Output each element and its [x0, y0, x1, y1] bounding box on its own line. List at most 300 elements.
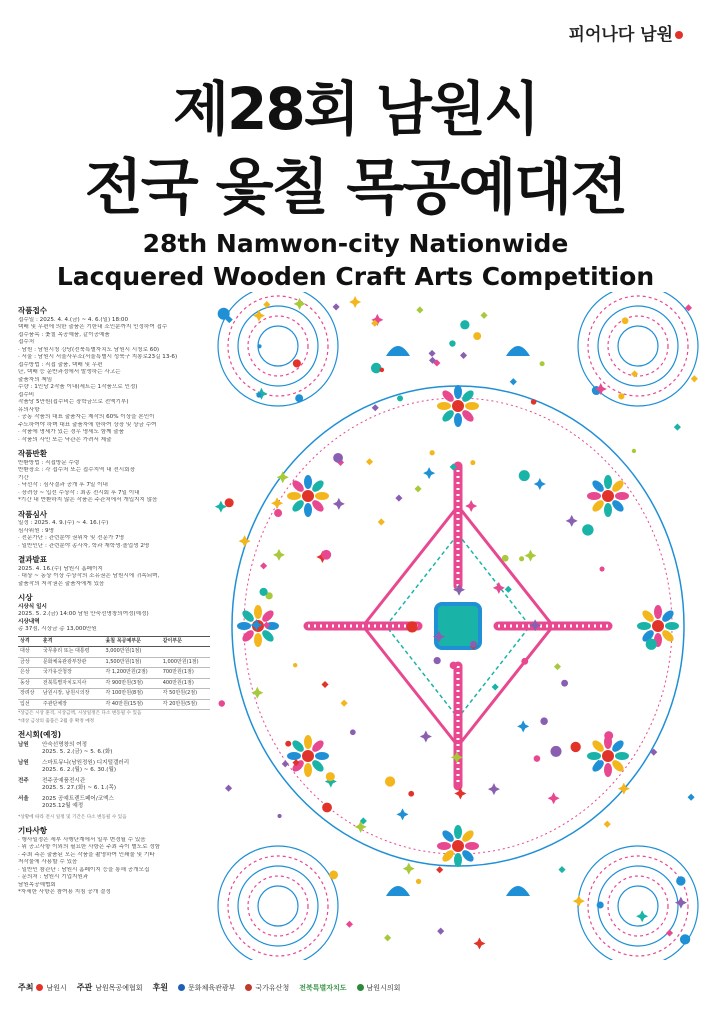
ornament-star	[573, 895, 585, 907]
petal	[460, 848, 476, 864]
ornament-dot	[632, 449, 636, 453]
ornament-star	[534, 478, 546, 490]
other-line: · 위 공고사항 이외의 필요한 사항은 주최 측이 별도로 정함	[18, 844, 161, 850]
other-line: · 문의처 : 남원시 기업지원과	[18, 874, 89, 880]
prize-table-cell: 입선	[18, 699, 41, 710]
ornament-diamond	[341, 700, 348, 707]
return-heading: 작품반환	[18, 449, 47, 458]
petal	[440, 848, 456, 864]
petal	[304, 475, 312, 489]
ornament-star	[251, 687, 263, 699]
petal	[304, 503, 312, 517]
ornament-dot	[473, 332, 481, 340]
petal	[610, 478, 626, 494]
receipt-line: · 공동 작품의 대표 출품자는 제작의 60% 이상을 본인이	[18, 414, 155, 420]
ornament-dot	[534, 755, 541, 762]
ornament-dot	[256, 393, 261, 398]
petal	[610, 738, 626, 754]
exhibition-note: *상황에 따라 전시 일정 및 기간은 다소 변동될 수 있음	[18, 814, 127, 820]
receipt-heading: 작품접수	[18, 306, 47, 315]
ornament-dot	[540, 717, 548, 725]
judging-line: · 전문가단 : 관련분야 권위자 및 전문가 7명	[18, 535, 125, 541]
ornament-dot	[680, 934, 690, 944]
exhibition-venue: 전주공예품전시관	[42, 777, 86, 784]
prize-table-cell: 700만원(1점)	[161, 668, 210, 679]
exhibition-city: 남원	[18, 741, 29, 748]
receipt-line: 접수품목 : 옻칠 목공예품, 같이공예품	[18, 331, 110, 338]
ornament-dot	[322, 803, 332, 813]
results-lines	[18, 566, 218, 589]
receipt-line: · 서울 : 남원시 서울사무소(서울특별시 성북구 지봉로23길 13-6)	[18, 354, 178, 360]
petal	[290, 498, 306, 514]
other-lines	[18, 837, 218, 897]
ornament-diamond	[437, 928, 444, 935]
corner-fan-arc	[218, 292, 338, 406]
lantern-icon	[506, 346, 530, 356]
ornament-diamond	[688, 794, 695, 801]
sponsor-label: 후원	[152, 983, 169, 992]
exhibition-date: 2025. 5. 27.(화) ~ 6. 1.(목)	[42, 785, 117, 791]
ornament-dot	[350, 729, 356, 735]
prize-table-cell	[161, 647, 210, 658]
corner-fan-arc	[238, 306, 318, 386]
prize-table-cell: 400만원(1점)	[161, 678, 210, 689]
prize-table-cell: 각 50만원(2점)	[161, 689, 210, 700]
ornament-diamond	[691, 375, 698, 382]
lantern-icon	[506, 886, 530, 896]
ornament-dot	[326, 772, 335, 781]
prize-table-cell: 국무총리 또는 대통령	[41, 647, 104, 658]
petal	[304, 763, 312, 777]
lantern-icon	[386, 346, 410, 356]
other-line: · 일반인 참관단 : 남원시 홈페이지 등을 통해 공개모집	[18, 866, 150, 873]
ornament-diamond	[505, 586, 512, 593]
ornament-dot	[295, 394, 303, 402]
petal	[437, 842, 451, 850]
ornament-dot	[531, 399, 537, 405]
brand-slogan: 피어나다 남원	[569, 20, 683, 45]
prize-table-cell: 동상	[18, 678, 41, 689]
petal	[610, 498, 626, 514]
petal	[460, 408, 476, 424]
prize-table	[18, 636, 210, 711]
petal	[587, 752, 601, 760]
petal	[465, 842, 479, 850]
ornament-dot	[618, 393, 624, 399]
petal	[604, 475, 612, 489]
ornament-diamond	[436, 866, 443, 873]
ceremony-label: 시상식 일시	[18, 603, 47, 610]
ornament-dot	[540, 361, 545, 366]
other-line: 남원목공예협회	[18, 881, 56, 888]
ornament-dot	[225, 498, 234, 507]
results-line: · 대상 ~ 동상 이상 수상작의 소유권은 남원시에 귀속되며,	[18, 573, 160, 579]
ornament-dot	[333, 453, 343, 463]
prize-table-header: 훈격	[41, 636, 104, 647]
ornament-dot	[380, 368, 385, 373]
exhibition-venue: 2025 공예트렌드페어/코엑스	[42, 795, 114, 802]
petal	[454, 385, 462, 399]
prize-table-cell: 각 40만원(15점)	[103, 699, 160, 710]
ornament-dot	[416, 879, 421, 884]
receipt-line: 접수처	[18, 339, 35, 345]
petal	[315, 492, 329, 500]
petal	[254, 633, 262, 647]
host-name: 남원시	[46, 983, 67, 992]
ornament-diamond	[378, 518, 385, 525]
ornament-dot	[293, 359, 301, 367]
ornament-star	[420, 731, 432, 743]
petal	[454, 413, 462, 427]
petal	[290, 738, 306, 754]
ornament-star	[566, 515, 578, 527]
ornament-dot	[406, 621, 417, 632]
receipt-line: 출품자의 책임	[18, 376, 53, 383]
corner-fan-arc	[608, 876, 668, 936]
prize-table-cell: 3,000만원(1점)	[103, 647, 160, 658]
ornament-diamond	[429, 350, 436, 357]
medallion-center	[302, 750, 314, 762]
ornament-dot	[600, 567, 605, 572]
ornament-diamond	[415, 485, 422, 492]
receipt-line: 접수방법 : 직접 출품, 택배 및 우편	[18, 361, 103, 368]
heritage-logo-icon	[245, 984, 252, 991]
petal	[440, 408, 456, 424]
ornament-dot	[470, 460, 475, 465]
receipt-line: 접수일 : 2025. 4. 4.(금) ~ 4. 6.(일) 18:00	[18, 316, 129, 323]
ornament-star	[488, 783, 500, 795]
ornament-dot	[622, 317, 629, 324]
ornament-dot	[274, 509, 282, 517]
results-line: 출품작의 저작권은 출품자에게 있음	[18, 580, 105, 587]
petal	[590, 738, 606, 754]
ornament-diamond	[558, 866, 565, 873]
prize-table-row	[18, 689, 210, 700]
other-line: *자세한 사항은 참여용 지침 공개 결정	[18, 889, 111, 895]
corner-fan-arc	[258, 886, 298, 926]
other-line: · 행사일정은 세부 사행단계에서 일부 변경될 수 있음	[18, 836, 146, 843]
ornament-dot	[434, 657, 441, 664]
ornament-diamond	[674, 424, 681, 431]
organizer-label: 주관	[76, 983, 93, 992]
return-line: 반환방법 : 직접방문 수령	[18, 459, 80, 466]
ornament-diamond	[282, 760, 289, 767]
flower-icon	[675, 31, 683, 39]
petal	[260, 628, 276, 644]
corner-fan-arc	[618, 886, 658, 926]
awards-heading: 시상	[18, 593, 33, 602]
prize-table-row	[18, 657, 210, 668]
ornament-dot	[257, 344, 261, 348]
corner-fan-arc	[608, 316, 668, 376]
exhibition-item	[18, 760, 218, 775]
info-panel	[18, 301, 218, 897]
ornament-star	[403, 863, 415, 875]
receipt-line: 택배 및 우편에 의한 출품은 기한내 소인분까지 인정하여 접수	[18, 324, 168, 330]
petal	[604, 503, 612, 517]
ornament-diamond	[481, 312, 488, 319]
medallion-center	[652, 620, 664, 632]
government-logo-icon	[178, 984, 185, 991]
results-line: 2025. 4. 16.(수) 남원시 홈페이지	[18, 565, 103, 572]
petal	[660, 608, 676, 624]
prize-table-cell: 금상	[18, 657, 41, 668]
receipt-line: 유의사항	[18, 406, 40, 413]
corner-fan-arc	[228, 856, 328, 956]
prize-table-header: 같이부문	[161, 636, 210, 647]
return-line: · 낙선작 : 심사결과 공개 후 7일 이내	[18, 482, 108, 488]
ornament-star	[333, 498, 345, 510]
exhibition-date: 2025. 6. 2.(월) ~ 6. 30.(월)	[42, 767, 117, 773]
corner-fan-arc	[228, 296, 328, 396]
receipt-line: 수량 : 1인당 2작품 이내(세트는 1작품으로 인정)	[18, 384, 138, 390]
prize-table-cell: 1,000만원(1점)	[161, 657, 210, 668]
petal	[665, 622, 679, 630]
ceremony-text: 2025. 5. 2.(금) 14:00 남원 안숙선명창의여정(예정)	[18, 611, 149, 617]
petal	[465, 402, 479, 410]
exhibition-list	[18, 742, 218, 811]
ornament-diamond	[372, 404, 379, 411]
ornament-dot	[397, 395, 403, 401]
ornament-diamond	[395, 495, 402, 502]
petal	[660, 628, 676, 644]
return-line: 반환장소 : 각 접수처 또는 접수지역 내 전시회장	[18, 467, 135, 473]
prize-table-cell: 국가유산청장	[41, 668, 104, 679]
petal	[237, 622, 251, 630]
ornament-diamond	[604, 821, 611, 828]
exhibition-date: 2025. 5. 2.(금) ~ 5. 6.(화)	[42, 749, 113, 755]
exhibition-item	[18, 778, 218, 793]
ornament-diamond	[346, 921, 353, 928]
award-note-line: *상금은 시상 훈격, 시상금액, 시상일정은 다소 변동될 수 있음	[18, 711, 142, 716]
ornament-dot	[430, 450, 435, 455]
ornament-dot	[219, 700, 225, 706]
prize-table-row	[18, 699, 210, 710]
ornament-dot	[561, 680, 568, 687]
award-notes	[18, 710, 218, 725]
other-line: 저작물에 사용할 수 있음	[18, 859, 78, 865]
ornament-star	[423, 467, 435, 479]
ornament-diamond	[333, 303, 340, 310]
sponsor-3: 남원시의회	[366, 983, 401, 992]
medallion-center	[452, 400, 464, 412]
ornament-star	[253, 310, 265, 322]
judging-line: 일정 : 2025. 4. 9.(수) ~ 4. 16.(수)	[18, 520, 109, 526]
prize-table-row	[18, 647, 210, 658]
corner-fan-arc	[258, 326, 298, 366]
ornament-diamond	[321, 681, 328, 688]
prize-table-cell: 각 900만원(3점)	[103, 678, 160, 689]
judging-lines	[18, 520, 218, 550]
medallion-center	[302, 490, 314, 502]
petal	[440, 828, 456, 844]
prize-table-header: 상격	[18, 636, 41, 647]
results-heading: 결과발표	[18, 555, 47, 564]
ornament-diamond	[384, 934, 391, 941]
receipt-line: · 작품의 사인 또는 낙관은 가려서 제출	[18, 436, 112, 443]
receipt-lines	[18, 317, 218, 445]
receipt-line: · 작품에 명세가 있는 경우 명세도 함께 출품	[18, 429, 125, 435]
ornament-dot	[385, 776, 395, 786]
petal	[304, 735, 312, 749]
petal	[640, 608, 656, 624]
receipt-line: 주도하여야 하며 대표 출품자에 한하여 상장 및 상금 수여	[18, 421, 157, 428]
prize-table-header: 옻칠 목공예부문	[103, 636, 160, 647]
return-line: *기간 내 반환하지 않은 작품은 주관처에서 개입지지 않음	[18, 497, 158, 503]
exhibition-city: 전주	[18, 777, 29, 784]
corner-fan-arc	[248, 316, 308, 376]
lantern-icon	[386, 886, 410, 896]
prize-table-cell: 장려상	[18, 689, 41, 700]
petal	[454, 825, 462, 839]
ornament-star	[271, 497, 283, 509]
ornament-dot	[277, 814, 281, 818]
receipt-line: · 남원 : 남원시청 강당(전북특별자치도 남원시 시청로 60)	[18, 346, 160, 353]
ornament-diamond	[416, 306, 423, 313]
award-details-label: 시상내역	[18, 618, 40, 625]
ornament-star	[525, 550, 537, 562]
petal	[615, 752, 629, 760]
sponsor-0: 문화체육관광부	[188, 983, 236, 992]
ornament-dot	[329, 871, 338, 880]
ornament-dot	[604, 731, 613, 740]
corner-fan-arc	[218, 846, 338, 960]
title-korean-line2: 전국 옻칠 목공예대전	[84, 153, 627, 223]
petal	[287, 492, 301, 500]
ornament-star	[273, 549, 285, 561]
ornament-star	[548, 792, 560, 804]
ornament-dot	[519, 556, 524, 561]
prize-table-row	[18, 668, 210, 679]
ornament-diamond	[260, 562, 267, 569]
return-line: · 장려상 ~ 입선 수상작 : 최종 전시회 후 7일 이내	[18, 489, 140, 496]
sponsor-1: 국가유산청	[255, 983, 290, 992]
decorative-lacquer-pattern	[210, 292, 706, 960]
prize-table-cell: 각 1,200만원(2점)	[103, 668, 160, 679]
sponsor-2: 전북특별자치도	[299, 983, 347, 992]
ornament-dot	[502, 555, 509, 562]
council-logo-icon	[357, 984, 364, 991]
petal	[587, 492, 601, 500]
corner-fan-arc	[238, 866, 318, 946]
ornament-dot	[521, 658, 528, 665]
corner-fan-arc	[598, 866, 678, 946]
footer	[18, 982, 698, 993]
petal	[637, 622, 651, 630]
ornament-star	[517, 720, 529, 732]
petal	[310, 738, 326, 754]
prize-table-cell: 각 20만원(5점)	[161, 699, 210, 710]
corner-fan-arc	[618, 326, 658, 366]
petal	[290, 758, 306, 774]
exhibition-item	[18, 796, 218, 811]
petal	[240, 608, 256, 624]
medallion-center	[452, 840, 464, 852]
host-label: 주최	[18, 983, 34, 992]
other-heading: 기타사항	[18, 826, 47, 835]
petal	[590, 498, 606, 514]
exhibition-venue: 안숙선명창의 여정	[42, 741, 88, 748]
ornament-diamond	[666, 929, 673, 936]
judging-line: 심사위원 : 9명	[18, 527, 55, 534]
ornament-diamond	[460, 352, 467, 359]
organizer-name: 남원목공예협회	[95, 983, 143, 992]
medallion-center	[602, 750, 614, 762]
petal	[437, 402, 451, 410]
prize-table-cell: 은상	[18, 668, 41, 679]
receipt-line: 접수비	[18, 391, 35, 398]
petal	[310, 758, 326, 774]
other-line: · 주최 측은 출품된 모든 작품을 촬영하여 인쇄물 및 기타	[18, 851, 155, 858]
ornament-dot	[676, 876, 685, 885]
petal	[254, 605, 262, 619]
petal	[454, 853, 462, 867]
petal	[315, 752, 329, 760]
petal	[460, 388, 476, 404]
ornament-star	[349, 296, 361, 308]
return-lines	[18, 460, 218, 505]
exhibition-heading: 전시회(예정)	[18, 730, 62, 739]
exhibition-city: 남원	[18, 759, 29, 766]
exhibition-venue: 스마트뮤니(남원정원) 디지털갤러리	[42, 759, 130, 766]
title-korean-line1: 제28회 남원시	[172, 75, 539, 143]
petal	[615, 492, 629, 500]
ornament-star	[465, 500, 477, 512]
exhibition-date: 2025.12월 예정	[42, 803, 84, 809]
prize-table-cell: 각 100만원(8점)	[103, 689, 160, 700]
ornament-dot	[460, 320, 469, 329]
judging-line: · 일반인단 : 관련분야 종사자, 학과 재학생·졸업생 2명	[18, 542, 150, 549]
prize-table-cell: 주관단체장	[41, 699, 104, 710]
title-english-line2: Lacquered Wooden Craft Arts Competition	[56, 262, 655, 291]
ornament-dot	[259, 588, 267, 596]
ornament-dot	[285, 741, 291, 747]
ornament-dot	[371, 363, 382, 374]
ornament-dot	[571, 742, 581, 752]
prize-table-row	[18, 678, 210, 689]
exhibition-item	[18, 742, 218, 757]
medallion-center	[602, 490, 614, 502]
namwon-logo-icon	[36, 984, 43, 991]
exhibition-city: 서울	[18, 795, 29, 802]
ornament-dot	[450, 662, 458, 670]
receipt-line: 작품당 5만원(접수비는 장학금으로 전액기부)	[18, 399, 129, 405]
prize-table-cell: 1,500만원(1점)	[103, 657, 160, 668]
petal	[287, 752, 301, 760]
petal	[590, 478, 606, 494]
ornament-dot	[646, 639, 657, 650]
corner-fan-arc	[588, 296, 688, 396]
title-english-line1: 28th Namwon-city Nationwide	[142, 229, 569, 258]
ornament-star	[397, 808, 409, 820]
ornament-diamond	[492, 683, 499, 690]
corner-fan-arc	[248, 876, 308, 936]
petal	[460, 828, 476, 844]
prize-table-cell: 문화체육관광부장관	[41, 657, 104, 668]
petal	[240, 628, 256, 644]
prize-table-cell: 남원시장, 남원시의장	[41, 689, 104, 700]
return-line: 기간	[18, 474, 29, 481]
ornament-diamond	[225, 785, 232, 792]
petal	[310, 478, 326, 494]
award-summary: 총 37점, 시상금 총 13,000만원	[18, 626, 97, 632]
ornament-dot	[597, 901, 604, 908]
ornament-dot	[293, 663, 297, 667]
ornament-dot	[582, 524, 593, 535]
petal	[654, 605, 662, 619]
petal	[310, 498, 326, 514]
ornament-dot	[321, 550, 331, 560]
